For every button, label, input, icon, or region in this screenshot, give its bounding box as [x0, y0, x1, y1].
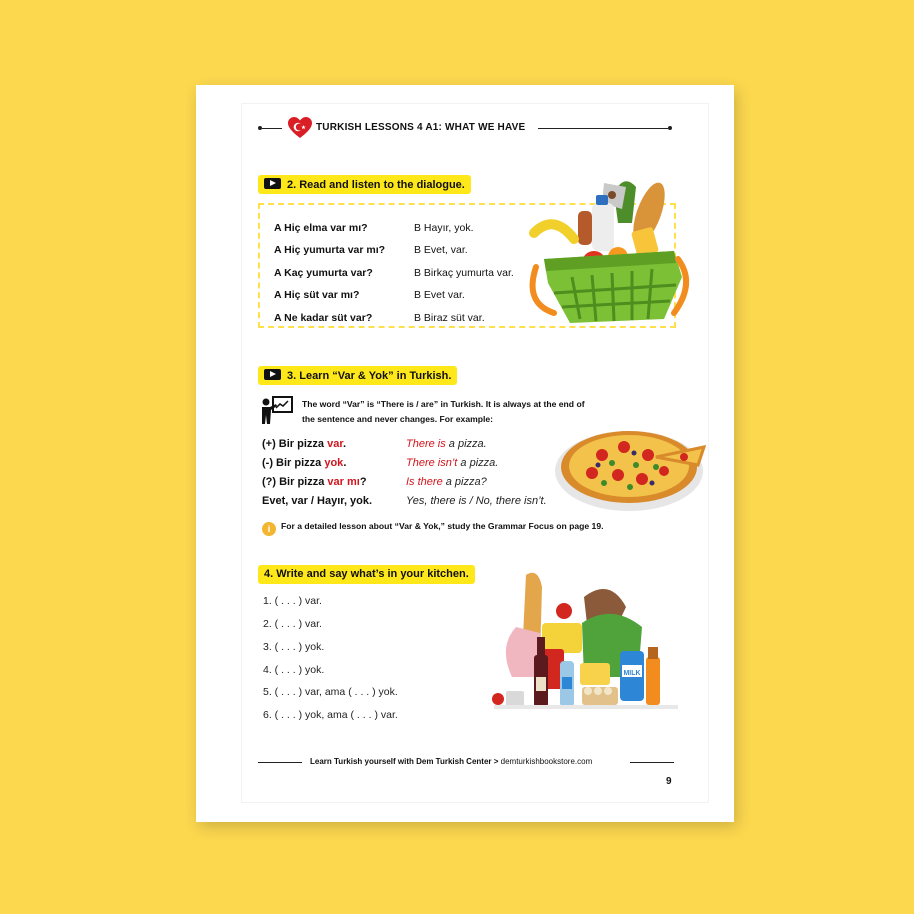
dialogue-answer: B Birkaç yumurta var.: [414, 267, 514, 279]
example-punct: .: [343, 457, 347, 469]
dialogue-question: A Hiç süt var mı?: [274, 289, 360, 301]
dialogue-row: [274, 244, 468, 256]
dialogue-answer: B Hayır, yok.: [414, 222, 474, 234]
translation-text: a pizza.: [457, 457, 499, 469]
section-2-title-text: 2. Read and listen to the dialogue.: [287, 179, 465, 191]
section-2-title: [258, 175, 471, 194]
footer-line-right: [630, 762, 674, 763]
translation-text: a pizza?: [442, 476, 487, 488]
dialogue-question: A Ne kadar süt var?: [274, 312, 373, 324]
section-4-title: [258, 565, 475, 584]
dialogue-question: A Hiç elma var mı?: [274, 222, 368, 234]
header-line-right: [538, 128, 668, 129]
dialogue-row: [274, 222, 474, 234]
kitchen-item: 6. ( . . . ) yok, ama ( . . . ) var.: [263, 709, 398, 721]
example-text: (-) Bir pizza: [262, 457, 325, 469]
dialogue-row: [274, 267, 514, 279]
example-text: Evet, var / Hayır, yok.: [262, 495, 373, 507]
example-punct: ?: [359, 476, 367, 488]
info-note-text: For a detailed lesson about “Var & Yok,” study the Grammar Focus on page 19.: [281, 521, 604, 531]
page-number: 9: [666, 776, 672, 787]
info-icon: i: [262, 522, 276, 536]
milk-carton-label: MILK: [623, 670, 641, 677]
translation-keyword: There is: [406, 438, 446, 450]
header-dot-right: [668, 126, 672, 130]
dialogue-answer: B Evet, var.: [414, 244, 468, 256]
example-text: (?) Bir pizza: [262, 476, 328, 488]
dialogue-row: [274, 312, 485, 324]
example-translation: [406, 457, 498, 469]
dialogue-answer: B Evet var.: [414, 289, 465, 301]
kitchen-item: 1. ( . . . ) var.: [263, 595, 322, 607]
grocery-basket-image: [514, 173, 696, 343]
footer-website-link[interactable]: demturkishbookstore.com: [500, 757, 593, 766]
example-punct: .: [343, 438, 347, 450]
teacher-board-icon: [260, 395, 294, 425]
footer-credit: Learn Turkish yourself with Dem Turkish Center >: [310, 757, 501, 766]
worksheet-page: [196, 85, 734, 822]
example-translation: [406, 495, 547, 507]
footer-text: [310, 757, 592, 766]
translation-keyword: There isn’t: [406, 457, 458, 469]
var-explanation: The word “Var” is “There is / are” in Turkish. It is always at the end of the sentence and never changes. For example:: [302, 399, 585, 424]
translation-text: a pizza.: [445, 438, 487, 450]
example-row: [262, 438, 346, 450]
example-row: [262, 476, 367, 488]
play-icon[interactable]: [264, 178, 281, 189]
example-keyword: var: [327, 438, 344, 450]
header-line-left: [262, 128, 282, 129]
dialogue-answer: B Biraz süt var.: [414, 312, 485, 324]
groceries-image: [492, 567, 682, 725]
footer-line-left: [258, 762, 302, 763]
info-note: [262, 521, 604, 536]
kitchen-item: 3. ( . . . ) yok.: [263, 641, 325, 653]
heart-flag-icon: [287, 116, 313, 140]
dialogue-question: A Hiç yumurta var mı?: [274, 244, 386, 256]
example-translation: [406, 438, 487, 450]
kitchen-item: 4. ( . . . ) yok.: [263, 664, 325, 676]
example-row: [262, 495, 372, 507]
section-3-title: [258, 366, 457, 385]
example-text: (+) Bir pizza: [262, 438, 328, 450]
dialogue-row: [274, 289, 465, 301]
section-4-title-text: 4. Write and say what’s in your kitchen.: [264, 568, 469, 580]
pizza-image: [552, 417, 706, 515]
page-header: [258, 115, 674, 141]
translation-keyword: Is there: [406, 476, 443, 488]
page-title: TURKISH LESSONS 4 A1: WHAT WE HAVE: [316, 122, 526, 133]
translation-text: Yes, there is / No, there isn’t.: [406, 495, 547, 507]
section-3-title-text: 3. Learn “Var & Yok” in Turkish.: [287, 370, 452, 382]
example-keyword: yok: [324, 457, 344, 469]
example-translation: [406, 476, 487, 488]
kitchen-item: 5. ( . . . ) var, ama ( . . . ) yok.: [263, 686, 398, 698]
example-keyword: var mı: [327, 476, 360, 488]
page-footer: [258, 756, 674, 770]
kitchen-item: 2. ( . . . ) var.: [263, 618, 322, 630]
play-icon[interactable]: [264, 369, 281, 380]
example-row: [262, 457, 346, 469]
dialogue-question: A Kaç yumurta var?: [274, 267, 373, 279]
